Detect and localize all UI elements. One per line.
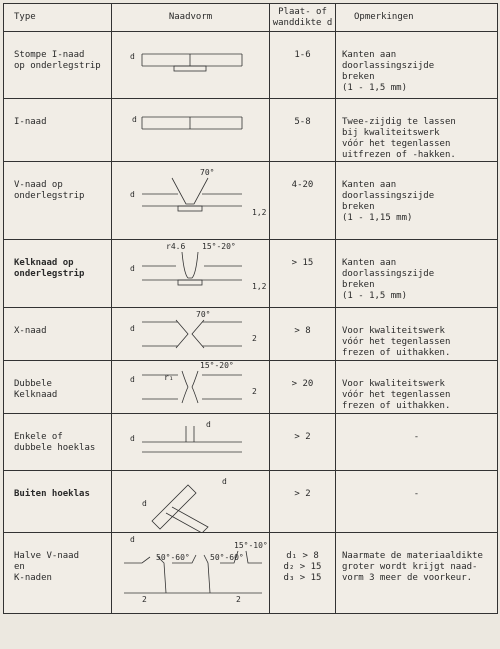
sketch-label: d bbox=[130, 324, 135, 333]
cell-thickness bbox=[270, 361, 336, 414]
remarks-line: Kanten aan doorlassingszijde bbox=[342, 180, 435, 201]
type-line: K-naden bbox=[14, 573, 52, 583]
sketch-label: d bbox=[130, 434, 135, 443]
cell-joint-sketch bbox=[112, 471, 270, 533]
thickness-line: > 2 bbox=[294, 432, 311, 442]
cell-joint-sketch bbox=[112, 414, 270, 471]
cell-remarks bbox=[336, 414, 498, 471]
remarks-line: groter wordt krijgt naad- bbox=[342, 562, 478, 572]
remarks-line: vóór het tegenlassen bbox=[342, 337, 451, 347]
table-row bbox=[4, 361, 498, 414]
type-line: Buiten hoeklas bbox=[14, 489, 90, 499]
weld-joint-table bbox=[3, 3, 498, 614]
thickness-line: > 15 bbox=[291, 258, 314, 268]
cell-thickness bbox=[270, 471, 336, 533]
sketch-label: d bbox=[130, 535, 135, 544]
header-type: Type bbox=[4, 4, 112, 32]
cell-type bbox=[4, 32, 112, 99]
thickness-line: 1-6 bbox=[294, 50, 311, 60]
joint-diagram bbox=[112, 471, 270, 532]
remarks-line: (1 - 1,5 mm) bbox=[342, 83, 408, 93]
cell-joint-sketch bbox=[112, 361, 270, 414]
cell-thickness bbox=[270, 414, 336, 471]
cell-thickness bbox=[270, 308, 336, 361]
sketch-label: 50°-60° bbox=[210, 553, 244, 562]
sketch-label: 2 bbox=[236, 595, 241, 604]
table-row bbox=[4, 32, 498, 99]
sketch-label: d bbox=[130, 190, 135, 199]
remarks-line: vóór het tegenlassen bbox=[342, 139, 451, 149]
header-row bbox=[4, 4, 498, 32]
type-line: Halve V-naad bbox=[14, 551, 80, 561]
joint-diagram bbox=[112, 240, 270, 307]
sketch-label: 15°-10° bbox=[234, 541, 268, 550]
sketch-label: 15°-20° bbox=[202, 242, 236, 251]
thickness-line: > 2 bbox=[294, 489, 311, 499]
sketch-label: 70° bbox=[196, 310, 211, 319]
cell-type bbox=[4, 308, 112, 361]
cell-type bbox=[4, 240, 112, 308]
cell-remarks bbox=[336, 471, 498, 533]
cell-thickness bbox=[270, 162, 336, 240]
thickness-line: > 20 bbox=[291, 379, 314, 389]
sketch-label: 1,2 bbox=[252, 282, 267, 291]
cell-type bbox=[4, 99, 112, 162]
type-line: dubbele hoeklas bbox=[14, 443, 96, 453]
remarks-line: vorm 3 meer de voorkeur. bbox=[342, 573, 473, 583]
sketch-label: d bbox=[130, 52, 135, 61]
remarks-line: uitfrezen of -hakken. bbox=[342, 150, 456, 160]
sketch-label: 15°-20° bbox=[200, 361, 234, 370]
cell-joint-sketch bbox=[112, 308, 270, 361]
sketch-label: d bbox=[130, 375, 135, 384]
type-line: Dubbele bbox=[14, 379, 52, 389]
type-line: Kelknaad bbox=[14, 390, 58, 400]
thickness-line: d₂ > 15 bbox=[283, 562, 322, 572]
cell-type bbox=[4, 533, 112, 614]
remarks-line: frezen of uithakken. bbox=[342, 348, 451, 358]
sketch-label: d bbox=[130, 264, 135, 273]
cell-remarks bbox=[336, 308, 498, 361]
joint-diagram bbox=[112, 32, 270, 98]
type-line: Kelknaad op bbox=[14, 258, 74, 268]
joint-diagram bbox=[112, 99, 270, 150]
cell-remarks bbox=[336, 533, 498, 614]
cell-remarks bbox=[336, 162, 498, 240]
sketch-label: d bbox=[222, 477, 227, 486]
joint-diagram bbox=[112, 414, 270, 470]
remarks-line: frezen of uithakken. bbox=[342, 401, 451, 411]
remarks-line: (1 - 1,5 mm) bbox=[342, 291, 408, 301]
remarks-line: Voor kwaliteitswerk bbox=[342, 379, 445, 389]
cell-thickness bbox=[270, 240, 336, 308]
cell-joint-sketch bbox=[112, 162, 270, 240]
cell-remarks bbox=[336, 361, 498, 414]
remarks-line: breken bbox=[342, 72, 375, 82]
header-remarks: Opmerkingen bbox=[336, 4, 498, 32]
cell-type bbox=[4, 471, 112, 533]
type-line: Enkele of bbox=[14, 432, 63, 442]
header-thickness: Plaat- of wanddikte d bbox=[270, 4, 336, 32]
cell-type bbox=[4, 361, 112, 414]
remarks-line: Kanten aan doorlassingszijde bbox=[342, 50, 435, 71]
sketch-label: 2 bbox=[252, 387, 257, 396]
sketch-label: d bbox=[142, 499, 147, 508]
cell-joint-sketch bbox=[112, 32, 270, 99]
remarks-line: breken bbox=[342, 280, 375, 290]
sketch-label: 2 bbox=[142, 595, 147, 604]
joint-diagram bbox=[112, 308, 270, 360]
remarks-line: breken bbox=[342, 202, 375, 212]
type-line: onderlegstrip bbox=[14, 269, 85, 279]
cell-joint-sketch bbox=[112, 99, 270, 162]
cell-joint-sketch bbox=[112, 533, 270, 614]
header-shape: Naadvorm bbox=[112, 4, 270, 32]
cell-remarks bbox=[336, 99, 498, 162]
joint-diagram bbox=[112, 361, 270, 413]
cell-thickness bbox=[270, 99, 336, 162]
type-line: V-naad op bbox=[14, 180, 63, 190]
remarks-line: vóór het tegenlassen bbox=[342, 390, 451, 400]
sketch-label: 70° bbox=[200, 168, 215, 177]
remarks-line: Kanten aan doorlassingszijde bbox=[342, 258, 435, 279]
sketch-label: 50°-60° bbox=[156, 553, 190, 562]
cell-remarks bbox=[336, 32, 498, 99]
thickness-line: 5-8 bbox=[294, 117, 311, 127]
type-line: onderlegstrip bbox=[14, 191, 85, 201]
sketch-label: r₁ bbox=[164, 373, 174, 382]
table-row bbox=[4, 162, 498, 240]
type-line: I-naad bbox=[14, 117, 47, 127]
remarks-line: - bbox=[413, 489, 420, 499]
table-row bbox=[4, 240, 498, 308]
joint-diagram bbox=[112, 162, 270, 239]
thickness-line: 4-20 bbox=[291, 180, 314, 190]
remarks-line: - bbox=[413, 432, 420, 442]
sketch-label: 1,2 bbox=[252, 208, 267, 217]
remarks-line: Twee-zijdig te lassen bbox=[342, 117, 456, 127]
cell-joint-sketch bbox=[112, 240, 270, 308]
sketch-label: d bbox=[132, 115, 137, 124]
thickness-line: d₃ > 15 bbox=[283, 573, 322, 583]
remarks-line: bij kwaliteitswerk bbox=[342, 128, 440, 138]
remarks-line: Naarmate de materiaaldikte bbox=[342, 551, 483, 561]
table-row bbox=[4, 414, 498, 471]
table-row bbox=[4, 308, 498, 361]
type-line: op onderlegstrip bbox=[14, 61, 101, 71]
table-row bbox=[4, 533, 498, 614]
table-row bbox=[4, 99, 498, 162]
cell-type bbox=[4, 162, 112, 240]
cell-remarks bbox=[336, 240, 498, 308]
cell-thickness bbox=[270, 533, 336, 614]
thickness-line: d₁ > 8 bbox=[286, 551, 319, 561]
type-line: en bbox=[14, 562, 25, 572]
sketch-label: r4.6 bbox=[166, 242, 186, 251]
remarks-line: (1 - 1,15 mm) bbox=[342, 213, 413, 223]
cell-type bbox=[4, 414, 112, 471]
type-line: X-naad bbox=[14, 326, 47, 336]
table-row bbox=[4, 471, 498, 533]
remarks-line: Voor kwaliteitswerk bbox=[342, 326, 445, 336]
thickness-line: > 8 bbox=[294, 326, 311, 336]
type-line: Stompe I-naad bbox=[14, 50, 85, 60]
cell-thickness bbox=[270, 32, 336, 99]
sketch-label: 2 bbox=[252, 334, 257, 343]
sketch-label: d bbox=[206, 420, 211, 429]
